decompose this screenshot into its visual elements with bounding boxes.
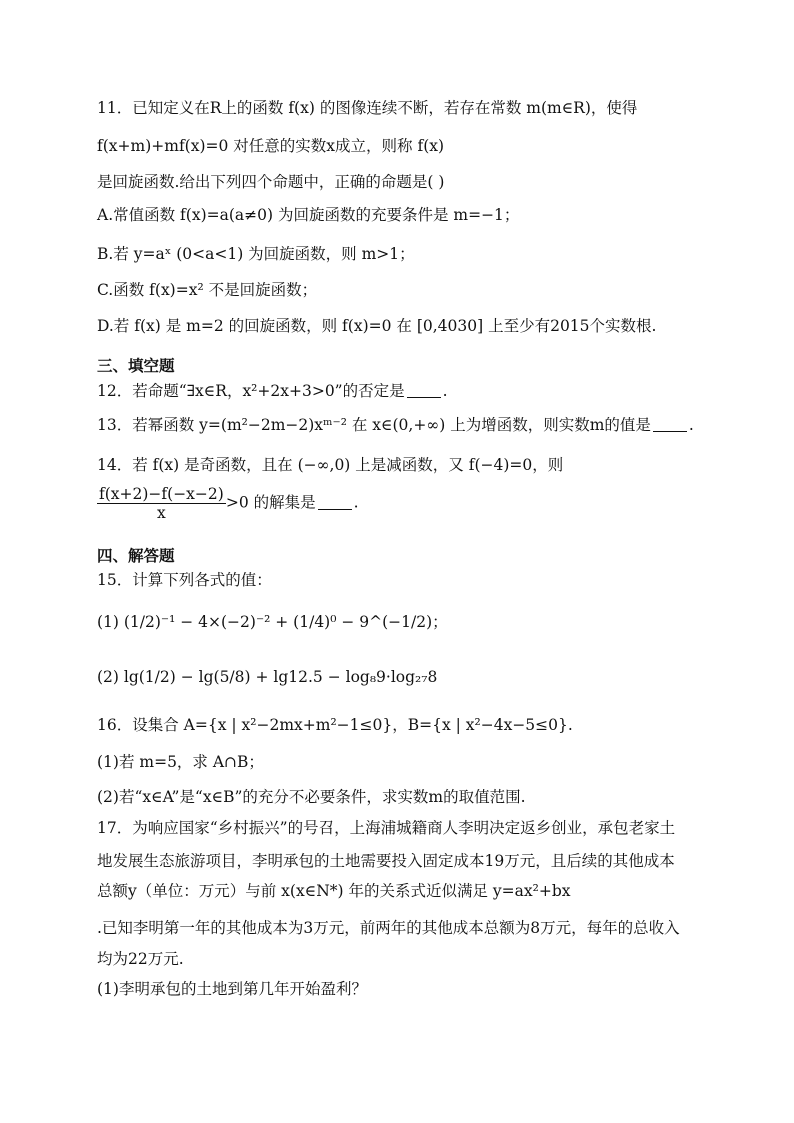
q17-line-5: 均为22万元.: [97, 950, 184, 968]
q14-line-2: [97, 485, 359, 522]
q11-line-3: 是回旋函数.给出下列四个命题中，正确的命题是( ): [97, 173, 445, 191]
q17-line-3: 总额y（单位：万元）与前 x(x∈N*) 年的关系式近似满足 y=ax²+bx: [97, 882, 571, 900]
section-heading-fill-in: 三、填空题: [97, 356, 175, 375]
q15-part-2: (2) lg(1/2) − lg(5/8) + lg12.5 − log₈9·log₂₇8: [97, 668, 438, 686]
q11-line-2: f(x+m)+mf(x)=0 对任意的实数x成立，则称 f(x): [97, 137, 445, 155]
fraction-numerator: f(x+2)−f(−x−2): [99, 485, 224, 503]
answer-blank: [318, 495, 352, 510]
q15-part-1: (1) (1/2)⁻¹ − 4×(−2)⁻² + (1/4)⁰ − 9^(−1/2)；: [97, 613, 448, 631]
q17-line-4: .已知李明第一年的其他成本为3万元，前两年的其他成本总额为8万元，每年的总收入: [97, 919, 680, 937]
q15-line-1: 15．计算下列各式的值：: [97, 571, 272, 589]
q11-option-a: A.常值函数 f(x)=a(a≠0) 为回旋函数的充要条件是 m=−1；: [97, 206, 520, 224]
section-heading-solutions: 四、解答题: [97, 546, 175, 565]
q11-option-c: C.函数 f(x)=x² 不是回旋函数；: [97, 281, 318, 299]
q12: [97, 380, 448, 402]
q12-period: .: [442, 382, 448, 400]
q17-part-1: (1)李明承包的土地到第几年开始盈利？: [97, 980, 367, 998]
q16-line-1: 16．设集合 A={x | x²−2mx+m²−1≤0}，B={x | x²−4x−5≤0}.: [97, 716, 573, 734]
q14-line-1: 14．若 f(x) 是奇函数，且在 (−∞,0) 上是减函数，又 f(−4)=0，则: [97, 456, 564, 474]
q16-part-1: (1)若 m=5，求 A∩B；: [97, 753, 264, 771]
q14-tail: >0 的解集是: [225, 493, 316, 512]
answer-blank: [653, 417, 687, 432]
q14-period: .: [353, 493, 359, 512]
q11-line-1: 11．已知定义在R上的函数 f(x) 的图像连续不断，若存在常数 m(m∈R)，使得: [97, 99, 638, 117]
q13-period: .: [688, 416, 694, 434]
answer-blank: [407, 383, 441, 398]
q11-option-b: B.若 y=aˣ (0<a<1) 为回旋函数，则 m>1；: [97, 245, 415, 263]
q13-text: 13．若幂函数 y=(m²−2m−2)xᵐ⁻² 在 x∈(0,+∞) 上为增函数，则实数m的值是: [97, 416, 651, 434]
q17-line-1: 17．为响应国家“乡村振兴”的号召，上海浦城籍商人李明决定返乡创业，承包老家土: [97, 819, 676, 837]
q17-line-2: 地发展生态旅游项目，李明承包的土地需要投入固定成本19万元，且后续的其他成本: [97, 852, 675, 870]
q14-fraction: [97, 485, 226, 522]
q12-text: 12．若命题“∃x∈R，x²+2x+3>0”的否定是: [97, 382, 405, 400]
q13: [97, 414, 694, 436]
fraction-denominator: x: [157, 504, 166, 522]
q11-option-d: D.若 f(x) 是 m=2 的回旋函数，则 f(x)=0 在 [0,4030] 上至少有2015个实数根.: [97, 317, 657, 335]
q16-part-2: (2)若“x∈A”是“x∈B”的充分不必要条件，求实数m的取值范围.: [97, 788, 526, 806]
